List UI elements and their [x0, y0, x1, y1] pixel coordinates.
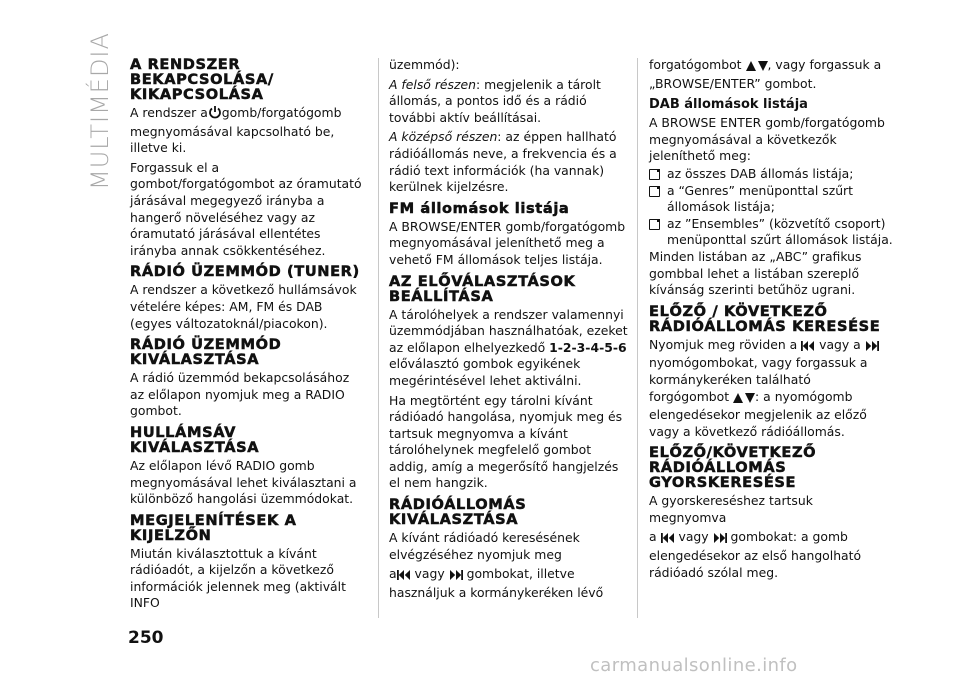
seek-forward-icon [449, 568, 463, 585]
paragraph: A rendszer a gomb/forgatógomb megnyomásával kapcsolható be, illetve ki. [130, 105, 342, 156]
heading-dab-list: DAB állomások listája [649, 97, 808, 113]
seek-back-icon [801, 339, 815, 356]
arrow-up-down-icon [746, 59, 768, 76]
paragraph: A rendszer a következő hullámsávok vételére képes: AM, FM és DAB (egyes változatoknál/piacokon). [130, 282, 357, 331]
paragraph: Ha megtörtént egy tárolni kívánt rádióadó hangolása, nyomjuk meg és tartsuk megnyomva a kívánt tárolóhelynek megfelelő gombot addig, amíg a megerősítő hangjelzés el nem hangzik. [389, 392, 623, 491]
seek-back-icon [397, 568, 411, 585]
paragraph: használjuk a kormánykeréken lévő [389, 584, 604, 600]
heading-display: MEGJELENÍTÉSEK A KIJELZŐN [130, 511, 297, 544]
arrow-up-down-icon [733, 391, 755, 408]
heading-prev-next: ELŐZŐ / KÖVETKEZŐ RÁDIÓÁLLOMÁS KERESÉSE [649, 302, 881, 335]
page-number: 250 [128, 628, 164, 648]
heading-fm-list: FM állomások listája [389, 199, 570, 217]
list-item: a “Genres” menüponttal szűrt állomások listája; [649, 183, 893, 216]
paragraph: A BROWSE ENTER gomb/forgatógomb megnyomásával a következők jeleníthető meg: [649, 115, 885, 164]
paragraph: A rádió üzemmód bekapcsolásához az előlapon nyomjuk meg a RADIO gombot. [130, 370, 350, 419]
heading-fast-search: ELŐZŐ/KÖVETKEZŐ RÁDIÓÁLLOMÁS GYORSKERESÉSE [649, 444, 817, 492]
column-2 [389, 57, 633, 604]
section-side-title: MULTIMÉDIA [86, 32, 114, 190]
power-icon [208, 105, 222, 124]
paragraph: A középső részen: az éppen hallható rádióállomás neve, a frekvencia és a rádió text információk (ha vannak) kerülnek kijelzésre. [389, 129, 617, 195]
bullet-icon [649, 219, 660, 230]
paragraph: A kívánt rádióadó keresésének elvégzéséhez nyomjuk meg [389, 530, 580, 562]
paragraph: Az előlapon lévő RADIO gomb megnyomásával lehet kiválasztani a különböző hangolási üzemmódokat. [130, 457, 357, 507]
heading-station-select: RÁDIÓÁLLOMÁS KIVÁLASZTÁSA [389, 496, 527, 529]
paragraph: a vagy gombokat: a gomb elengedésekor az első hangolható rádióadó szólal meg. [649, 529, 862, 580]
list-item: az ”Ensembles” (közvetítő csoport) menüponttal szűrt állomások listája. [649, 216, 893, 249]
bullet-icon [649, 186, 660, 197]
column-divider [378, 58, 379, 618]
column-1 [130, 57, 366, 615]
seek-back-icon [661, 531, 675, 548]
seek-forward-icon [713, 531, 727, 548]
paragraph: Miután kiválasztottuk a kívánt rádióadót, a kijelzőn a következő információk jelennek meg (aktivált INFO [130, 545, 346, 611]
bullet-icon [649, 169, 660, 180]
paragraph: A gyorskereséshez tartsuk megnyomva [649, 493, 813, 525]
seek-forward-icon [865, 339, 879, 356]
paragraph: a vagy gombokat, illetve [389, 566, 633, 585]
list-item: az összes DAB állomás listája; [649, 166, 893, 183]
heading-power: A RENDSZER BEKAPCSOLÁSA/ KIKAPCSOLÁSA [130, 56, 274, 103]
paragraph: Forgassuk el a gombot/forgatógombot az óramutató járásával megegyező irányba a hangerő növeléséhez vagy az óramutató járásával ellentétes irányba annak csökkentéséhez. [130, 159, 362, 258]
paragraph: forgatógombot , vagy forgassuk a „BROWSE/ENTER” gombot. [649, 57, 882, 91]
watermark: carmanualsonline.info [590, 655, 798, 676]
column-3 [649, 57, 893, 584]
paragraph: Nyomjuk meg röviden a vagy a nyomógombokat, vagy forgassuk a kormánykeréken található forgógombot : a nyomógomb elengedésekor megjelenik az előző vagy a következő rádióállomás. [649, 337, 893, 441]
heading-presets: AZ ELŐVÁLASZTÁSOK BEÁLLÍTÁSA [389, 272, 576, 305]
paragraph: Minden listában az „ABC” grafikus gombbal lehet a listában szereplő kívánság szerinti betűhöz ugrani. [649, 248, 862, 298]
heading-band-select: HULLÁMSÁV KIVÁLASZTÁSA [130, 423, 260, 456]
paragraph: üzemmód): [389, 57, 460, 72]
paragraph: A BROWSE/ENTER gomb/forgatógomb megnyomásával jeleníthető meg a vehető FM állomások teljes listája. [389, 218, 626, 267]
paragraph: A felső részen: megjelenik a tárolt állomás, a pontos idő és a rádió további aktív beállításai. [389, 76, 601, 125]
paragraph: A tárolóhelyek a rendszer valamennyi üzemmódjában használhatóak, ezeket az előlapon elhelyezkedő 1-2-3-4-5-6 előválasztó gombok egyikének megérintésével lehet aktiválni. [389, 306, 628, 388]
column-divider [637, 58, 638, 618]
heading-radio-select: RÁDIÓ ÜZEMMÓD KIVÁLASZTÁSA [130, 336, 282, 369]
heading-radio-mode: RÁDIÓ ÜZEMMÓD (TUNER) [130, 263, 360, 281]
